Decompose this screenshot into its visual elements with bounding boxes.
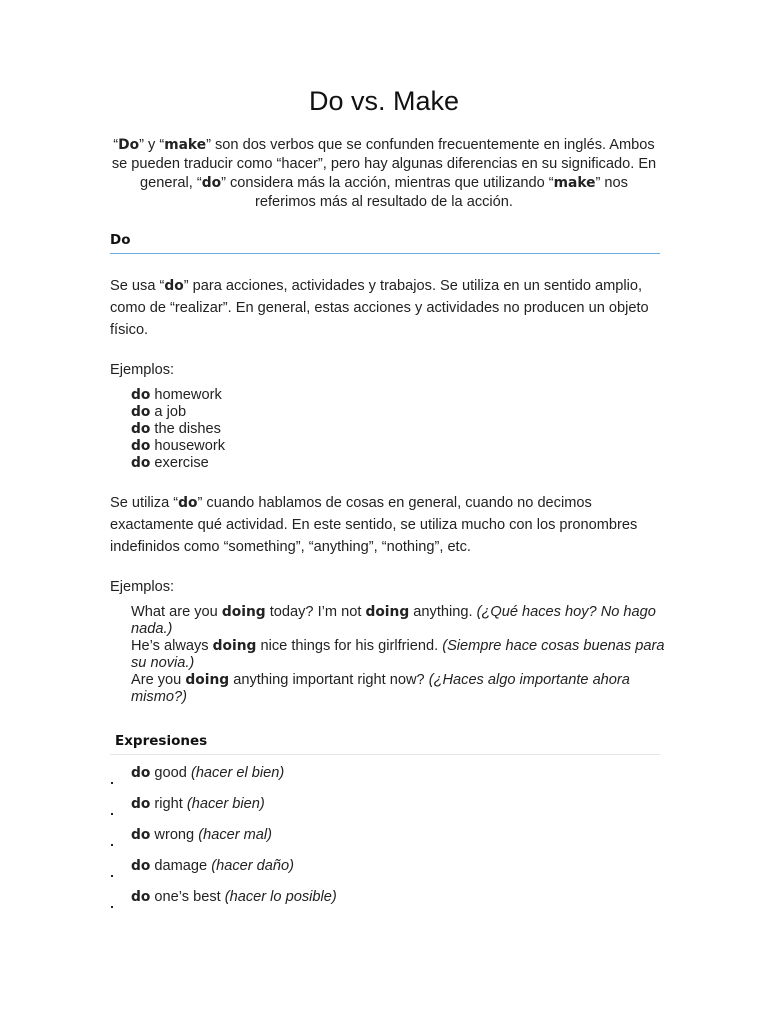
expression-translation: (hacer lo posible) [224, 889, 337, 905]
bold-doing: doing [221, 604, 266, 620]
para-text: Se utiliza “ [110, 495, 179, 511]
sentence-translation: (Siempre hace cosas buenas para su novia.) [131, 638, 665, 671]
sentence-text: What are you [131, 604, 222, 620]
bold-do: do [131, 889, 151, 905]
examples-label: Ejemplos: [110, 362, 175, 378]
bold-do: do [131, 387, 151, 403]
list-item [131, 404, 225, 421]
intro-bold-make: make [553, 175, 596, 191]
sentence-text: Are you [131, 672, 186, 688]
expression-text: good [154, 765, 187, 781]
bold-do: do [131, 765, 151, 781]
section-divider [110, 253, 660, 254]
bold-do: do [131, 827, 151, 843]
bullet-icon [111, 813, 113, 815]
intro-text: “ [113, 137, 119, 153]
list-item [131, 765, 284, 781]
sentence-text: nice things for his girlfriend. [256, 638, 443, 654]
example-text: homework [154, 387, 222, 403]
intro-bold-do: do [201, 175, 222, 191]
list-item [131, 796, 265, 812]
intro-bold-do: Do [118, 137, 140, 153]
bullet-icon [111, 782, 113, 784]
list-item [131, 858, 294, 874]
examples-list [131, 387, 225, 472]
intro-paragraph [110, 136, 658, 212]
section-heading-do: Do [110, 232, 131, 248]
sentence-text: anything. [409, 604, 477, 620]
bold-do: do [131, 404, 151, 420]
expression-text: one’s best [154, 889, 221, 905]
bold-doing: doing [365, 604, 410, 620]
examples-label: Ejemplos: [110, 579, 175, 595]
expression-translation: (hacer bien) [186, 796, 265, 812]
example-sentence [131, 638, 666, 672]
do-paragraph-2 [110, 492, 670, 558]
list-item [131, 827, 272, 843]
para-text: ” cuando hablamos de cosas en general, cuando no decimos exactamente qué actividad. En este sentido, se utiliza mucho con los pronombres indefinidos como “something”, “anything”, “nothing”, etc. [110, 495, 638, 555]
bold-do: do [131, 438, 151, 454]
example-text: exercise [154, 455, 209, 471]
sentence-translation: (¿Qué haces hoy? No hago nada.) [131, 604, 656, 637]
expression-translation: (hacer mal) [198, 827, 273, 843]
bold-do: do [131, 455, 151, 471]
bullet-icon [111, 875, 113, 877]
section-heading-expresiones: Expresiones [115, 733, 208, 749]
example-text: housework [154, 438, 225, 454]
intro-text: ” y “ [139, 137, 165, 153]
intro-text: ” considera más la acción, mientras que utilizando “ [221, 175, 554, 191]
bold-doing: doing [212, 638, 257, 654]
expression-translation: (hacer daño) [211, 858, 294, 874]
para-text: ” para acciones, actividades y trabajos. Se utiliza en un sentido amplio, como de “realizar”. En general, estas acciones y actividades no producen un objeto físico. [110, 278, 649, 338]
do-paragraph-1 [110, 275, 670, 341]
bold-do: do [131, 858, 151, 874]
bold-do: do [131, 421, 151, 437]
sentence-text: today? I’m not [265, 604, 366, 620]
list-item [131, 421, 225, 438]
intro-bold-make: make [164, 137, 207, 153]
bold-do: do [131, 796, 151, 812]
list-item [131, 889, 337, 905]
bold-doing: doing [185, 672, 230, 688]
intro-text: ” nos referimos más al resultado de la acción. [255, 175, 628, 210]
expression-text: right [154, 796, 183, 812]
example-text: the dishes [154, 421, 221, 437]
sentence-text: He’s always [131, 638, 213, 654]
expression-text: wrong [154, 827, 195, 843]
list-item [131, 438, 225, 455]
page-title: Do vs. Make [308, 86, 460, 116]
bold-do: do [178, 495, 198, 511]
bullet-icon [111, 906, 113, 908]
example-text: a job [154, 404, 187, 420]
example-sentence [131, 604, 666, 638]
intro-text: ” son dos verbos que se confunden frecuentemente en inglés. Ambos se pueden traducir como “hacer”, pero hay algunas diferencias en su significado. En general, “ [111, 137, 657, 191]
expression-translation: (hacer el bien) [190, 765, 285, 781]
list-item [131, 455, 225, 472]
para-text: Se usa “ [110, 278, 165, 294]
sentence-translation: (¿Haces algo importante ahora mismo?) [131, 672, 630, 705]
expression-text: damage [154, 858, 208, 874]
bold-do: do [164, 278, 184, 294]
bullet-icon [111, 844, 113, 846]
list-item [131, 387, 225, 404]
example-sentence [131, 672, 666, 706]
section-divider [110, 754, 660, 755]
sentence-text: anything important right now? [229, 672, 429, 688]
